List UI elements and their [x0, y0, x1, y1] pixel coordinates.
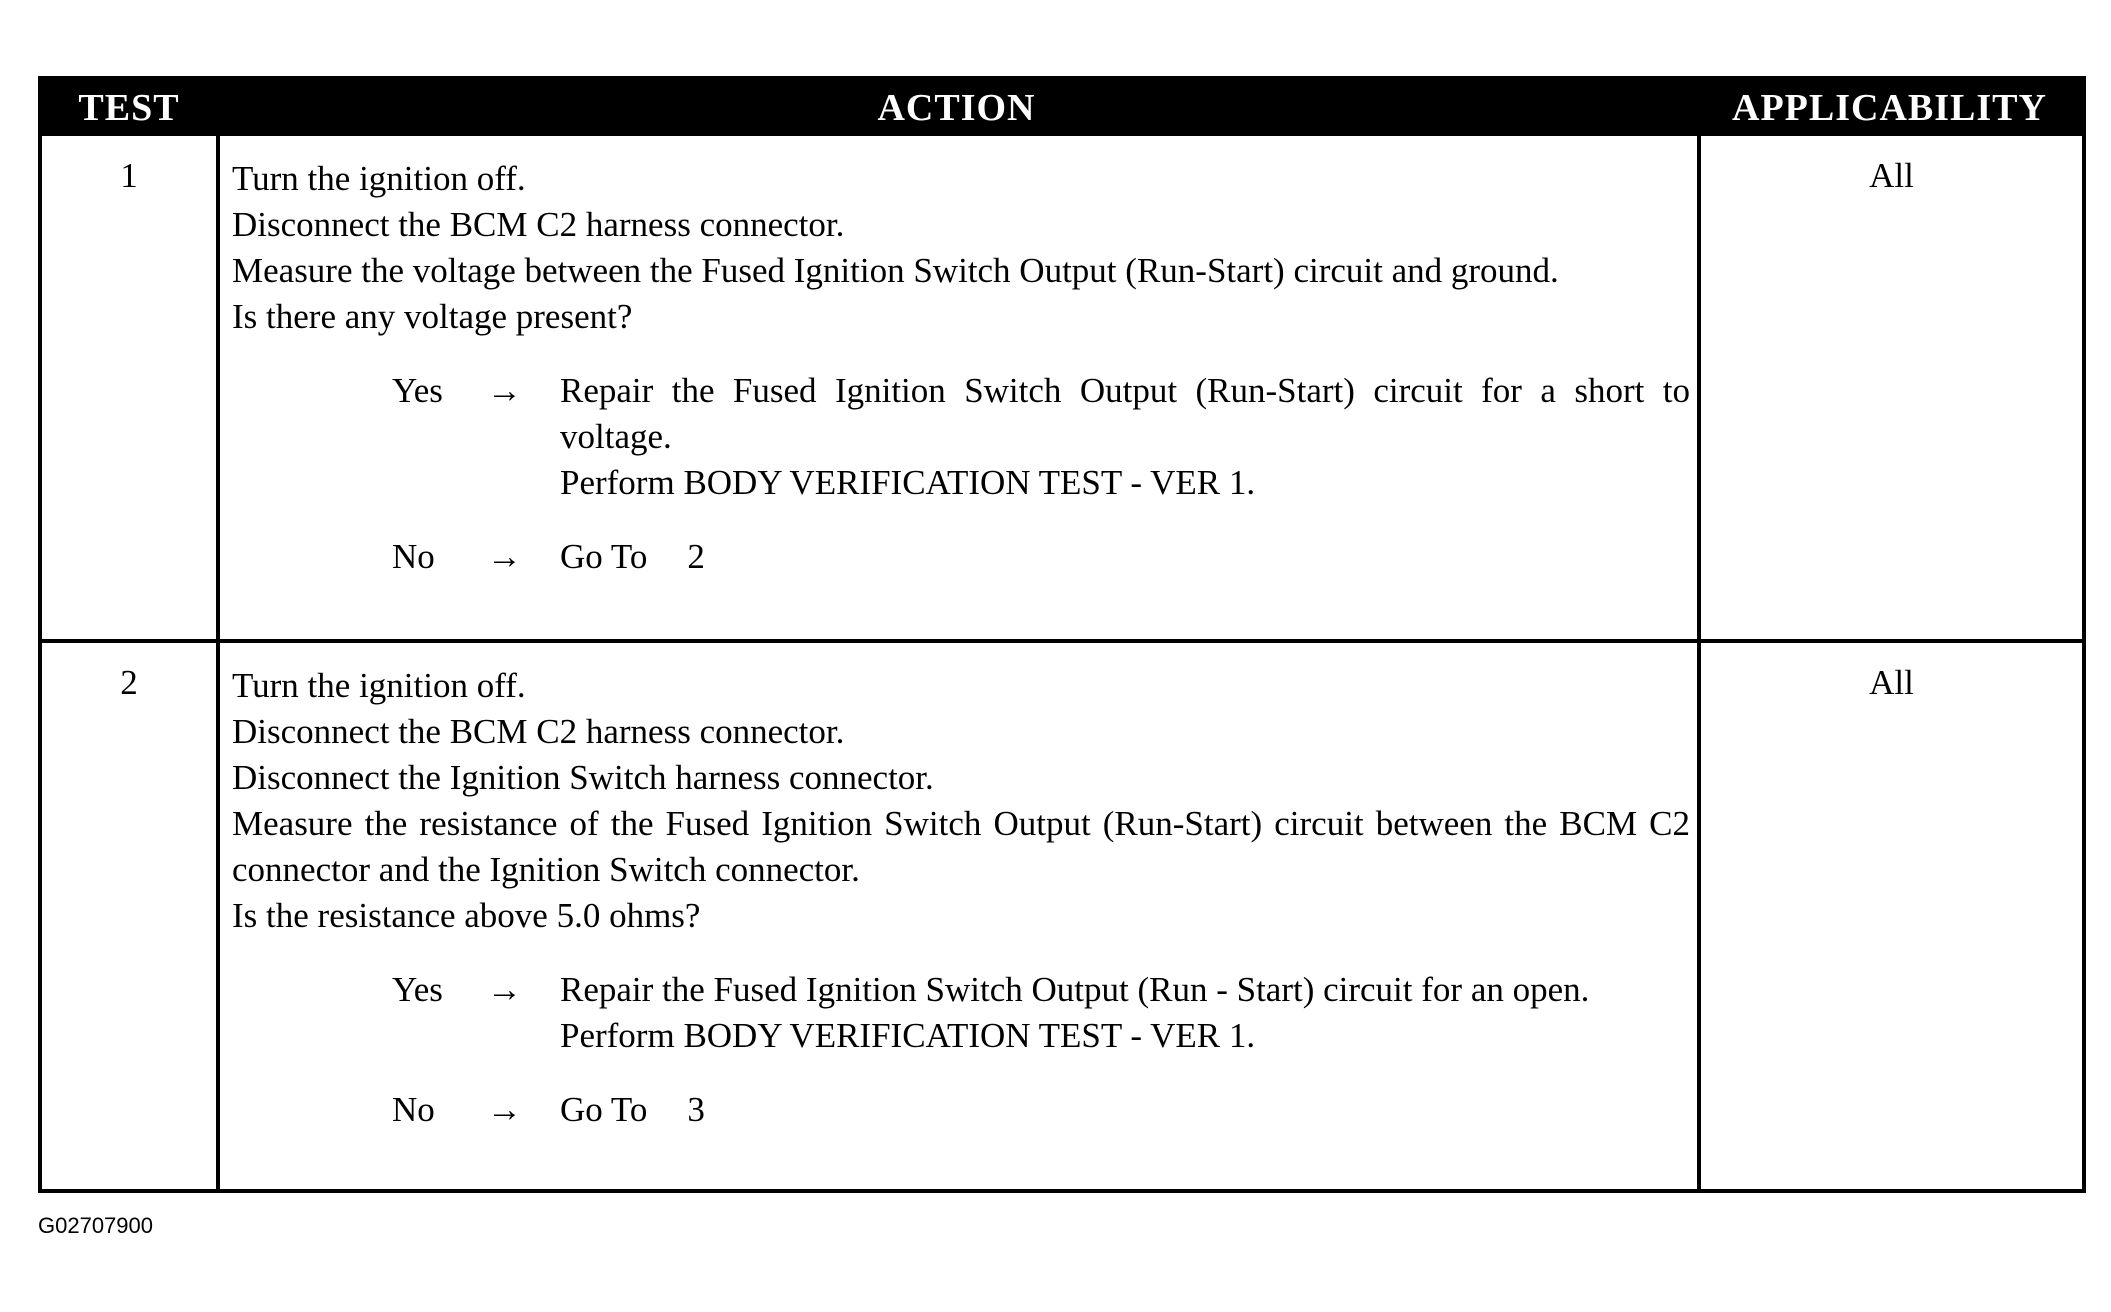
no-body: [560, 534, 1690, 580]
right-arrow-icon: →: [487, 537, 522, 576]
action-cell: [232, 663, 1690, 1133]
goto-target: 2: [687, 537, 705, 576]
yes-body: [560, 368, 1690, 506]
no-result: [232, 534, 1690, 580]
goto-text: Go To: [560, 537, 648, 576]
action-step: Is there any voltage present?: [232, 297, 633, 336]
right-arrow-icon: →: [487, 1090, 522, 1129]
applicability-value: All: [1869, 156, 1914, 195]
goto-text: Go To: [560, 1090, 648, 1129]
action-step: Disconnect the BCM C2 harness connector.: [232, 712, 845, 751]
action-step: Turn the ignition off.: [232, 666, 526, 705]
action-step: Is the resistance above 5.0 ohms?: [232, 896, 701, 935]
right-arrow-icon: →: [487, 371, 522, 410]
table-header-row: [42, 80, 2082, 136]
applicability-value: All: [1869, 663, 1914, 702]
test-number: 2: [120, 663, 138, 702]
yes-body: [560, 967, 1690, 1059]
header-action: ACTION: [877, 87, 1036, 129]
yes-label: Yes: [392, 970, 443, 1009]
no-label: No: [392, 1090, 435, 1129]
row-divider: [42, 639, 2082, 643]
action-step: Measure the voltage between the Fused Ignition Switch Output (Run-Start) circuit and ground.: [232, 251, 1559, 290]
yes-perform-text: Perform BODY VERIFICATION TEST - VER 1.: [560, 1016, 1256, 1055]
figure-id: G02707900: [38, 1213, 153, 1238]
action-step: Measure the resistance of the Fused Ignition Switch Output (Run-Start) circuit between the BCM C2 connector and the Ignition Switch connector.: [232, 804, 1690, 889]
action-step: Disconnect the BCM C2 harness connector.: [232, 205, 845, 244]
diagnostic-test-table: [38, 76, 2086, 1193]
action-step: Turn the ignition off.: [232, 159, 526, 198]
yes-repair-text: Repair the Fused Ignition Switch Output (Run - Start) circuit for an open.: [560, 970, 1590, 1009]
action-cell: [232, 156, 1690, 580]
yes-label: Yes: [392, 371, 443, 410]
test-number: 1: [120, 156, 138, 195]
yes-repair-text: Repair the Fused Ignition Switch Output (Run-Start) circuit for a short to voltage.: [560, 371, 1690, 456]
right-arrow-icon: →: [487, 970, 522, 1009]
yes-result: [232, 967, 1690, 1059]
yes-result: [232, 368, 1690, 506]
yes-perform-text: Perform BODY VERIFICATION TEST - VER 1.: [560, 463, 1256, 502]
no-label: No: [392, 537, 435, 576]
action-step: Disconnect the Ignition Switch harness connector.: [232, 758, 934, 797]
header-test: TEST: [78, 87, 180, 129]
no-result: [232, 1087, 1690, 1133]
goto-target: 3: [687, 1090, 705, 1129]
column-divider: [216, 136, 220, 1189]
header-applicability: APPLICABILITY: [1732, 87, 2047, 129]
no-body: [560, 1087, 1690, 1133]
